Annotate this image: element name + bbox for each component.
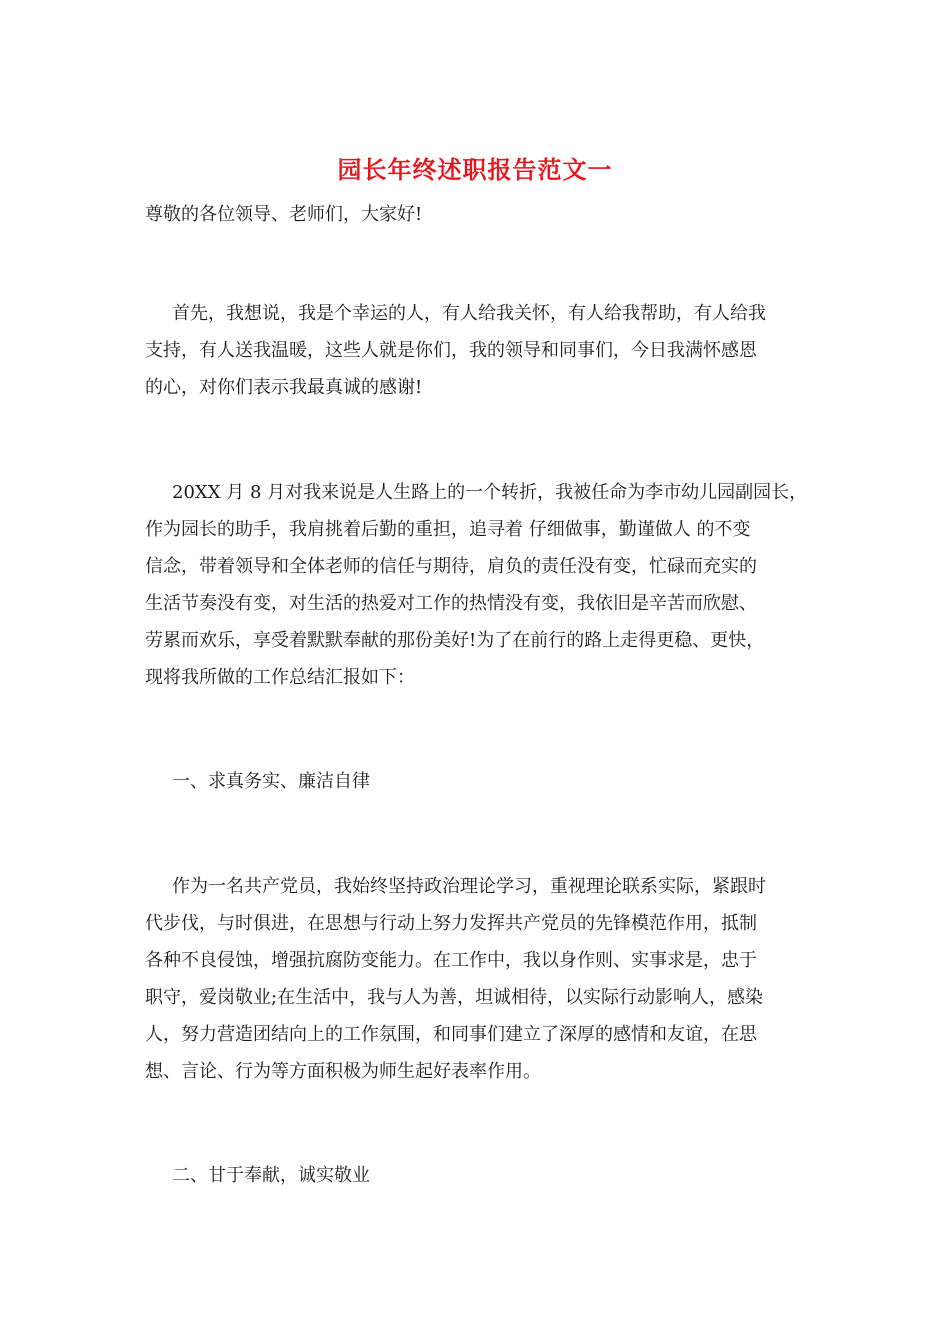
paragraph-2-line-6: 现将我所做的工作总结汇报如下： [145, 667, 415, 688]
paragraph-3-line-5: 人，努力营造团结向上的工作氛围，和同事们建立了深厚的感情和友谊，在思 [145, 1024, 757, 1045]
paragraph-3-line-2: 代步伐，与时俱进，在思想与行动上努力发挥共产党员的先锋模范作用，抵制 [145, 913, 757, 934]
greeting: 尊敬的各位领导、老师们，大家好! [145, 204, 423, 225]
paragraph-2-line-3: 信念，带着领导和全体老师的信任与期待，肩负的责任没有变，忙碌而充实的 [145, 556, 757, 577]
paragraph-3-line-4: 职守，爱岗敬业;在生活中，我与人为善，坦诚相待，以实际行动影响人，感染 [145, 987, 764, 1008]
paragraph-3-line-6: 想、言论、行为等方面积极为师生起好表率作用。 [145, 1061, 541, 1082]
paragraph-2-line-5: 劳累而欢乐，享受着默默奉献的那份美好!为了在前行的路上走得更稳、更快， [145, 630, 765, 651]
paragraph-2-line-1: 20XX 月 8 月对我来说是人生路上的一个转折，我被任命为李市幼儿园副园长， [172, 482, 808, 503]
paragraph-3-line-3: 各种不良侵蚀，增强抗腐防变能力。在工作中，我以身作则、实事求是，忠于 [145, 950, 757, 971]
paragraph-1-line-1: 首先，我想说，我是个幸运的人，有人给我关怀，有人给我帮助，有人给我 [172, 303, 766, 324]
paragraph-3-line-1: 作为一名共产党员，我始终坚持政治理论学习，重视理论联系实际，紧跟时 [172, 876, 766, 897]
paragraph-1-line-3: 的心，对你们表示我最真诚的感谢! [145, 377, 423, 398]
paragraph-2-line-4: 生活节奏没有变，对生活的热爱对工作的热情没有变，我依旧是辛苦而欣慰、 [145, 593, 757, 614]
paragraph-1-line-2: 支持，有人送我温暖，这些人就是你们，我的领导和同事们，今日我满怀感恩 [145, 340, 757, 361]
section-heading-2: 二、甘于奉献，诚实敬业 [172, 1165, 370, 1186]
document-title: 园长年终述职报告范文一 [337, 155, 613, 184]
paragraph-2-line-2: 作为园长的助手，我肩挑着后勤的重担，追寻着 仔细做事，勤谨做人 的不变 [145, 519, 751, 540]
section-heading-1: 一、求真务实、廉洁自律 [172, 771, 370, 792]
